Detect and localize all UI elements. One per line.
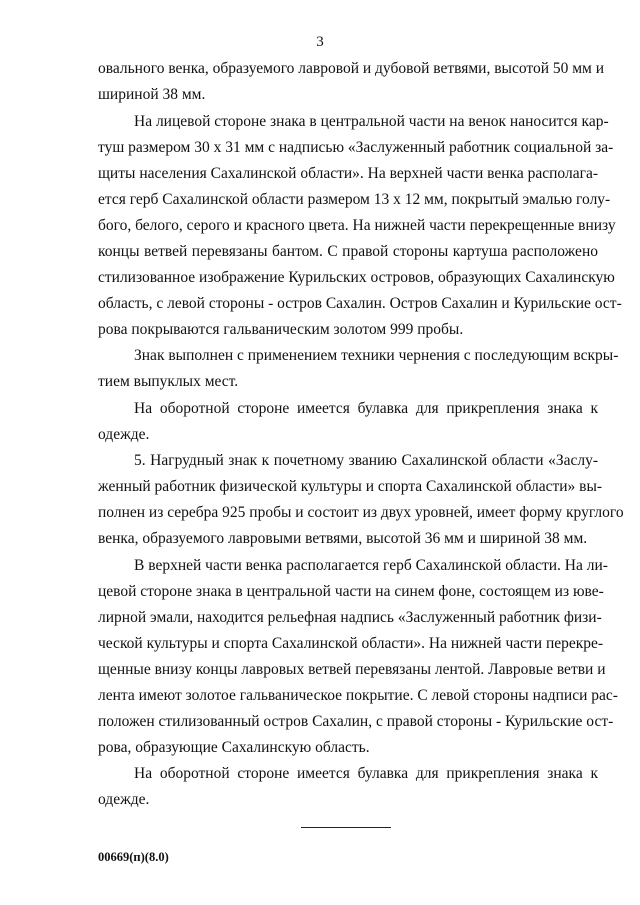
text-line: рова, образующие Сахалинскую область. [98, 739, 370, 756]
text-line: женный работник физической культуры и спорта Сахалинской области» вы- [98, 478, 603, 495]
text-line: щиты населения Сахалинской области». На верхней части венка располага- [98, 165, 598, 182]
text-line: На лицевой стороне знака в центральной части на венок наносится кар- [134, 113, 609, 130]
text-line: шириной 38 мм. [98, 86, 206, 103]
text-line: лирной эмали, находится рельефная надпись «Заслуженный работник физи- [98, 609, 602, 626]
text-line: На оборотной стороне имеется булавка для прикрепления знака к [134, 765, 598, 782]
text-line: В верхней части венка располагается герб Сахалинской области. На ли- [134, 557, 608, 574]
text-line: одежде. [98, 426, 150, 443]
text-line: бого, белого, серого и красного цвета. На нижней части перекрещенные внизу [98, 217, 616, 234]
text-line: туш размером 30 х 31 мм с надписью «Заслуженный работник социальной за- [98, 139, 614, 156]
text-line: ческой культуры и спорта Сахалинской области». На нижней части перекре- [98, 635, 604, 652]
page-number: 3 [316, 34, 324, 50]
footer-code: 00669(п)(8.0) [98, 850, 169, 864]
text-line: 5. Нагрудный знак к почетному званию Сахалинской области «Заслу- [134, 452, 598, 469]
text-line: ется герб Сахалинской области размером 13 х 12 мм, покрытый эмалью голу- [98, 191, 611, 208]
text-line: концы ветвей перевязаны бантом. С правой стороны картуша расположено [98, 243, 598, 260]
text-line: область, с левой стороны - остров Сахалин. Остров Сахалин и Курильские ост- [98, 295, 622, 312]
text-line: стилизованное изображение Курильских островов, образующих Сахалинскую [98, 269, 615, 286]
text-line: тием выпуклых мест. [98, 373, 239, 390]
text-line: положен стилизованный остров Сахалин, с правой стороны - Курильские ост- [98, 713, 614, 730]
text-line: щенные внизу концы лавровых ветвей перевязаны лентой. Лавровые ветви и [98, 661, 606, 678]
text-line: рова покрываются гальваническим золотом 999 пробы. [98, 321, 464, 338]
text-line: Знак выполнен с применением техники чернения с последующим вскры- [134, 347, 619, 364]
text-line: На оборотной стороне имеется булавка для прикрепления знака к [134, 400, 598, 417]
text-line: полнен из серебра 925 пробы и состоит из двух уровней, имеет форму круглого [98, 504, 624, 521]
footer-divider [301, 827, 391, 828]
text-line: одежде. [98, 791, 150, 808]
text-line: венка, образуемого лавровыми ветвями, высотой 36 мм и шириной 38 мм. [98, 530, 588, 547]
text-line: лента имеют золотое гальваническое покрытие. С левой стороны надписи рас- [98, 687, 618, 704]
text-line: овального венка, образуемого лавровой и дубовой ветвями, высотой 50 мм и [98, 60, 605, 77]
text-line: цевой стороне знака в центральной части на синем фоне, состоящем из юве- [98, 583, 604, 600]
